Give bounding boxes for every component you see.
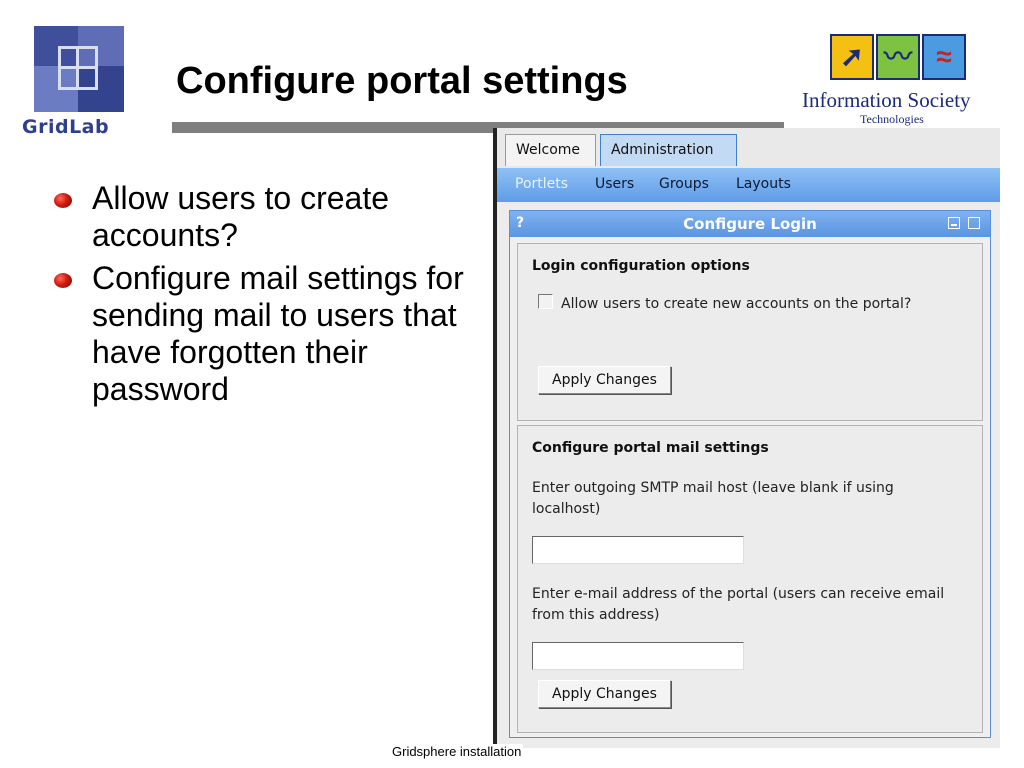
mail-settings-section [517, 425, 983, 733]
bullet-item [52, 260, 482, 408]
bullet-text: Allow users to create accounts? [92, 180, 390, 253]
ist-logo-subtext: Technologies [860, 112, 924, 126]
minimize-icon[interactable] [948, 217, 960, 229]
smtp-host-label: Enter outgoing SMTP mail host (leave blank if using localhost) [532, 480, 894, 517]
sub-navigation [497, 168, 1000, 202]
bullet-item [52, 180, 482, 254]
bullet-icon [54, 193, 72, 208]
tab-bar [497, 128, 1000, 168]
apply-changes-button[interactable]: Apply Changes [538, 366, 671, 394]
ist-logo-text: Information Society [802, 88, 971, 112]
checkbox-label: Allow users to create new accounts on the portal? [561, 296, 912, 312]
bullet-icon [54, 273, 72, 288]
portal-email-input[interactable] [532, 642, 744, 670]
smtp-host-input[interactable] [532, 536, 744, 564]
apply-changes-button[interactable]: Apply Changes [538, 680, 671, 708]
bullet-text: Configure mail settings for sending mail to users that have forgotten their password [92, 260, 464, 407]
allow-accounts-option [532, 294, 962, 315]
zigzag-icon: 〰 [876, 34, 920, 80]
portal-email-label: Enter e-mail address of the portal (users can receive email from this address) [532, 586, 945, 623]
subnav-layouts[interactable]: Layouts [736, 176, 791, 192]
portal-screenshot [493, 128, 1000, 748]
maximize-icon[interactable] [968, 217, 980, 229]
wave-icon: ≈ [922, 34, 966, 80]
help-icon[interactable]: ? [516, 215, 525, 231]
tab-welcome[interactable]: Welcome [505, 134, 596, 166]
arrow-up-right-icon: ➚ [830, 34, 874, 80]
allow-accounts-checkbox[interactable] [538, 294, 553, 309]
bullet-list [52, 180, 482, 414]
ist-logo [800, 30, 1000, 130]
subnav-portlets[interactable]: Portlets [515, 176, 569, 192]
tab-administration[interactable]: Administration [600, 134, 737, 166]
portlet-title-bar [510, 211, 990, 237]
logo-frame [58, 46, 98, 90]
login-options-section [517, 243, 983, 421]
slide-title: Configure portal settings [176, 60, 628, 102]
portlet-title: Configure Login [683, 215, 817, 233]
section-heading: Configure portal mail settings [532, 440, 769, 456]
section-heading: Login configuration options [532, 258, 750, 274]
slide-footer: Gridsphere installation [392, 744, 522, 759]
subnav-groups[interactable]: Groups [659, 176, 709, 192]
configure-login-portlet [509, 210, 991, 738]
subnav-users[interactable]: Users [595, 176, 635, 192]
gridlab-logo [16, 22, 146, 140]
gridlab-logo-text: GridLab [22, 116, 110, 138]
